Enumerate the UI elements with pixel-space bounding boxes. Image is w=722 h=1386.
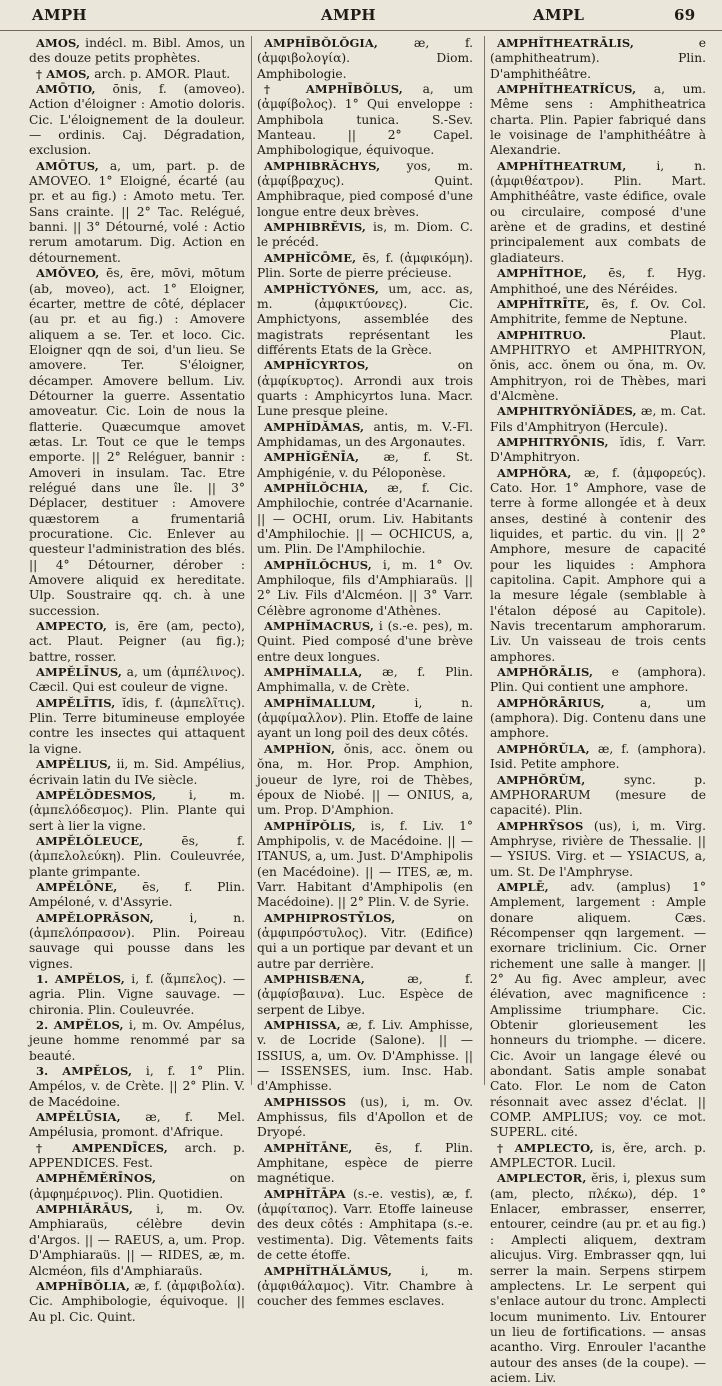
entry-headword: 3. AMPĔLOS, [36,1064,133,1079]
dictionary-entry [257,1187,473,1264]
dictionary-entry [257,619,473,665]
entry-definition: ēs, f. Hyg. Amphithoé, une des Néréides. [490,266,706,296]
entry-definition: æ, f. (ἀμφιβολία). Cic. Amphibologie, équivoque. || Au pl. Cic. Quint. [29,1278,245,1324]
dictionary-entry [257,420,473,451]
entry-definition: on (ἀμφιπρόστυλος). Vitr. (Edifice) qui a un portique par devant et un autre par derrière. [257,910,473,971]
entry-definition: sync. p. AMPHORARUM (mesure de capacité). Plin. [490,772,706,818]
dictionary-entry [257,972,473,1018]
entry-definition: i (s.-e. pes), m. Quint. Pied composé d'une brève entre deux longues. [257,619,473,664]
entry-headword: AMPĔLĪNUS, [36,665,122,680]
entry-definition: ēs, f. (ἀμφικόμη). Plin. Sorte de pierre précieuse. [257,250,473,281]
dictionary-entry [490,1171,706,1386]
dictionary-entry [29,1018,245,1064]
entry-definition: æ, f. (ἀμφίσβαινα). Luc. Espèce de serpent de Libye. [257,971,473,1017]
dictionary-entry [257,481,473,558]
entry-headword: AMŎVEO, [36,266,100,281]
dictionary-entry [29,696,245,757]
dictionary-entry [257,911,473,972]
dictionary-entry [490,696,706,742]
entry-definition: ēs, f. Plin. Ampéloné, v. d'Assyrie. [29,879,245,910]
entry-headword: AMPHĬCTYŎNES, [264,281,379,296]
dictionary-entry [490,880,706,1141]
entry-headword: AMPHIBRĔVIS, [264,220,366,235]
dictionary-entry [490,82,706,159]
entry-definition: æ, f. (ἀμφιβολογία). Diom. Amphibologie. [257,36,473,81]
entry-headword: AMPHĬTĀPA [264,1186,346,1201]
dictionary-entry [490,665,706,696]
entry-definition: (us), i, m. Virg. Amphryse, rivière de Thessalie. || — YSIUS. Virg. et — YSIACUS, a, um. St. De l'Amphryse. [490,818,706,879]
dictionary-entry [29,266,245,619]
dictionary-entry [29,834,245,880]
page-header [0,0,722,31]
entry-headword: AMPHŎRĀLIS, [497,665,594,680]
dictionary-entry [257,1095,473,1141]
entry-headword: † AMPLECTO, [497,1140,594,1155]
running-head-center: AMPH [321,6,376,24]
entry-definition: e (amphitheatrum). Plin. D'amphithéâtre. [490,36,706,81]
dictionary-entry [29,1202,245,1279]
dictionary-entry [29,1141,245,1172]
running-head-right: AMPL [533,6,585,24]
entry-definition: i, n. (ἀμφίμαλλον). Plin. Etoffe de laine ayant un long poil des deux côtés. [257,695,473,741]
dictionary-entry [490,819,706,880]
dictionary-entry [29,619,245,665]
column-middle [257,36,473,1309]
entry-definition: indécl. m. Bibl. Amos, un des douze petits prophètes. [29,36,245,66]
entry-headword: AMŌTUS, [36,158,99,173]
entry-definition: is, f. Liv. 1° Amphipolis, v. de Macédoine. || — ITANUS, a, um. Just. D'Amphipolis (en Macédoine). || — ITES, æ, m. Varr. Habitant d'Amphipolis (en Macédoine). || 2° Plin. V. de Syrie. [257,818,473,910]
dictionary-entry [29,1064,245,1110]
entry-definition: i, m. Ov. Ampélus, jeune homme renommé par sa beauté. [29,1018,245,1063]
entry-headword: AMPĔLŪSIA, [36,1110,121,1125]
entry-headword: AMPECTO, [36,619,107,634]
dictionary-entry [29,1279,245,1325]
entry-headword: AMPHISSA, [264,1018,341,1032]
dictionary-entry [29,159,245,266]
dictionary-entry [257,1264,473,1310]
entry-headword: AMPĔLŌNE, [36,879,118,894]
entry-headword: AMPHITRYŌNIS, [497,434,609,449]
dictionary-entry [29,1110,245,1141]
entry-definition: i, m. Ov. Amphiaraüs, célèbre devin d'Argos. || — RAEUS, a, um. Prop. D'Amphiaraüs. || — RIDES, æ, m. Alcméon, fils d'Amphiaraüs. [29,1202,245,1278]
dictionary-entry [29,911,245,972]
entry-definition: ĭdis, f. Varr. D'Amphitryon. [490,434,706,465]
entry-definition: ĭdis, f. (ἀμπελῖτις). Plin. Terre bitumineuse employée contre les insectes qui attaquent la vigne. [29,695,245,756]
entry-headword: AMPHĬTHEATRUM, [497,158,627,173]
entry-headword: AMPHĬLŎCHIA, [264,480,369,495]
dictionary-entry [257,251,473,282]
entry-headword: AMPLECTOR, [497,1171,587,1186]
entry-definition: (us), i, m. Ov. Amphissus, fils d'Apollon et de Dryopé. [257,1094,473,1140]
dictionary-entry [490,773,706,819]
entry-definition: is, ĕre, arch. p. AMPLECTOR. Lucil. [490,1140,706,1171]
dictionary-entry [490,435,706,466]
entry-headword: AMPHIĂRĀUS, [36,1202,133,1217]
entry-headword: AMPHĬMALLUM, [264,695,376,710]
column-left [29,36,245,1324]
column-divider [251,36,252,1085]
dictionary-entry [257,1018,473,1095]
entry-definition: æ, f. (ἀμφορεύς). Cato. Hor. 1° Amphore, vase de terre à forme allongée et à deux anses, destiné à contenir des liquides, et partic. du vin. || 2° Amphore, mesure de capacité pour les liquides : Amphora capitolina. Capit. Amphore qui a la mesure légale (semblable à l'étalon déposé au Capitole). Navis trecentarum amphorarum. Liv. Un vaisseau de trois cents amphores. [490,465,706,664]
entry-headword: AMPHĬTHĂLĂMUS, [264,1263,392,1278]
entry-headword: AMPHĬLŎCHUS, [264,557,372,572]
entry-definition: i, m. (ἀμπελόδεσμος). Plin. Plante qui sert à lier la vigne. [29,787,245,833]
entry-definition: e (amphora). Plin. Qui contient une amphore. [490,665,706,695]
entry-definition: a, um. Même sens : Amphitheatrica charta. Plin. Papier fabriqué dans le voisinage de l'amphithéâtre à Alexandrie. [490,82,706,158]
entry-headword: AMPHĬCYRTOS, [264,358,369,373]
dictionary-entry [490,466,706,665]
dictionary-entry [257,665,473,696]
entry-headword: AMPHŎRĀRIUS, [497,695,605,710]
dictionary-entry [257,82,473,159]
entry-headword: AMPĔLĪTIS, [36,695,116,710]
entry-headword: † AMPENDĪCES, [36,1140,168,1155]
entry-headword: AMPLĒ, [497,879,549,894]
entry-headword: AMPHĬTHEATRĬCUS, [497,82,637,97]
dictionary-entry [257,696,473,742]
entry-definition: ēs, f. (ἀμπελολεύκη). Plin. Couleuvrée, plante grimpante. [29,833,245,879]
entry-definition: um, acc. as, m. (ἀμφικτύονες). Cic. Amphictyons, assemblée des magistrats représentant les différents Etats de la Grèce. [257,281,473,357]
entry-definition: æ, f. Liv. Amphisse, v. de Locride (Salone). || — ISSIUS, a, um. Ov. D'Amphisse. || — ISSENSES, ium. Insc. Hab. d'Amphisse. [257,1018,473,1094]
entry-definition: a, um (amphora). Dig. Contenu dans une amphore. [490,695,706,741]
dictionary-entry [257,159,473,220]
dictionary-entry [257,358,473,419]
entry-headword: AMPHĬCŌME, [264,250,357,265]
dictionary-entry [490,404,706,435]
entry-headword: AMPHIBRĂCHYS, [264,158,381,173]
dictionary-entry [490,159,706,266]
entry-definition: æ, f. Cic. Amphilochie, contrée d'Acarnanie. || — OCHI, orum. Liv. Habitants d'Amphilochie. || — OCHICUS, a, um. Plin. De l'Amphilochie. [257,480,473,557]
dictionary-entry [490,1141,706,1172]
entry-definition: æ, f. Plin. Amphimalla, v. de Crète. [257,665,473,695]
entry-definition: yos, m. (ἀμφίβραχυς). Quint. Amphibraque, pied composé d'une longue entre deux brèves. [257,158,473,219]
entry-headword: AMPHITRYŎNĬĂDES, [497,404,637,419]
entry-definition: antis, m. V.-Fl. Amphidamas, un des Argonautes. [257,419,473,449]
entry-definition: Plaut. AMPHITRYO et AMPHITRYON, ŏnis, acc. ŏnem ou ŏna, m. Ov. Amphitryon, roi de Thèbes, mari d'Alcmène. [490,327,706,403]
dictionary-entry [29,67,245,82]
entry-headword: AMPHĬTRĪTE, [497,296,590,311]
entry-definition: arch. p. APPENDICES. Fest. [29,1140,245,1171]
entry-headword: AMŌTIO, [36,82,96,97]
dictionary-entry [29,82,245,159]
entry-definition: æ, m. Cat. Fils d'Amphitryon (Hercule). [490,404,706,434]
entry-headword: AMPHISSOS [264,1094,347,1109]
dictionary-entry [257,1141,473,1187]
entry-definition: æ, f. (amphora). Isid. Petite amphore. [490,741,706,772]
entry-definition: is, ēre (am, pecto), act. Plaut. Peigner (au fig.); battre, rosser. [29,619,245,664]
dictionary-entry [490,742,706,773]
entry-headword: AMPĔLŎLEUCE, [36,833,144,848]
entry-headword: AMPHĬMACRUS, [264,619,375,634]
dictionary-entry [29,1171,245,1202]
dictionary-entry [490,297,706,328]
page-number: 69 [674,6,696,24]
dictionary-entry [257,450,473,481]
entry-headword: AMPHĬDĂMAS, [264,419,365,434]
dictionary-entry [257,220,473,251]
entry-definition: (s.-e. vestis), æ, f. (ἀμφίταπος). Varr. Etoffe laineuse des deux côtés : Amphitapa (s.-e. vestimenta). Dig. Vêtements faits de cette étoffe. [257,1186,473,1263]
entry-definition: a, um, part. p. de AMOVEO. 1° Eloigné, écarté (au pr. et au fig.) : Amoto metu. Ter. Sans crainte. || 2° Tac. Relégué, banni. || 3° Détourné, volé : Actio rerum amotarum. Dig. Action en détournement. [29,158,245,265]
entry-headword: AMPHĬGĔNĪA, [264,450,360,465]
entry-headword: AMPHĪBŎLŎGIA, [264,36,379,50]
entry-definition: ŏnis, acc. ŏnem ou ŏna, m. Hor. Prop. Amphion, joueur de lyre, roi de Thèbes, époux de Niobé. || — ONIUS, a, um. Prop. D'Amphion. [257,741,473,818]
entry-definition: ii, m. Sid. Ampélius, écrivain latin du IVe siècle. [29,757,245,787]
entry-definition: is, m. Diom. C. le précéd. [257,220,473,250]
dictionary-entry [490,328,706,405]
dictionary-entry [29,972,245,1018]
entry-headword: AMPHĪBŎLIA, [36,1278,130,1293]
entry-headword: AMPHĬTHOE, [497,266,587,281]
entry-definition: i, f. 1° Plin. Ampélos, v. de Crète. || 2° Plin. V. de Macédoine. [29,1064,245,1109]
running-head-left: AMPH [32,6,87,24]
entry-definition: ēs, ēre, mōvi, mōtum (ab, moveo), act. 1° Eloigner, écarter, mettre de côté, déplacer (au pr. et au fig.) : Amovere aliquem a se. Ter. et loco. Cic. Eloigner qqn de soi, d'un lieu. Se amovere. Ter. S'éloigner, décamper. Amovere bellum. Liv. Détourner la guerre. Assentatio amoveatur. Cic. Loin de nous la flatterie. Quæcumque amovet ætas. Lr. Tout ce que le temps emporte. || 2° Reléguer, bannir : Amoveri in insulam. Tac. Etre relégué dans une île. || 3° Déplacer, destituer : Amovere quæstorem a frumentariâ procuratione. Cic. Enlever au questeur l'administration des blés. || 4° Détourner, dérober : Amovere aliquid ex hereditate. Ulp. Soustraire qq. ch. à une succession. [29,266,245,618]
dictionary-entry [29,880,245,911]
dictionary-entry [29,757,245,788]
entry-headword: AMPHŎRŬM, [497,772,586,787]
dictionary-entry [257,282,473,359]
column-right [490,36,706,1385]
entry-definition: on (ἀμφίκυρτος). Arrondi aux trois quarts : Amphicyrtos luna. Macr. Lune presque pleine. [257,358,473,419]
entry-definition: i, n. (ἀμφιθέατρον). Plin. Mart. Amphithéâtre, vaste édifice, ovale ou circulaire, composé d'une arène et de gradins, et destiné principalement aux combats de gladiateurs. [490,158,706,265]
entry-headword: AMPHĬTHEATRĀLIS, [497,36,635,50]
entry-definition: æ, f. Mel. Ampélusia, promont. d'Afrique. [29,1110,245,1140]
dictionary-entry [29,788,245,834]
entry-definition: i, m. 1° Ov. Amphiloque, fils d'Amphiaraüs. || 2° Liv. Fils d'Alcméon. || 3° Varr. Célèbre agronome d'Athènes. [257,557,473,618]
entry-headword: AMPHĬPŎLIS, [264,818,356,833]
entry-definition: adv. (amplus) 1° Amplement, largement : Ample donare aliquem. Cæs. Récompenser qqn largement. — exornare triclinium. Cic. Orner richement une salle à manger. || 2° Au fig. Avec ampleur, avec élévation, avec magnificence : Amplissime triumphare. Cic. Obtenir glorieusement les honneurs du triomphe. — dicere. Cic. Avoir un langage élevé ou abondant. Satis ample sonabat Cato. Flor. Le nom de Caton résonnait avec assez d'éclat. || COMP. AMPLIUS; voy. ce mot. SUPERL. cité. [490,879,706,1140]
entry-definition: ĕris, i, plexus sum (am, plecto, πλέκω), dép. 1° Enlacer, embrasser, enserrer, entourer, ceindre (au pr. et au fig.) : Amplecti aliquem, dextram alicujus. Virg. Embrasser qqn, lui serrer la main. Serpens stirpem amplectens. Lr. Le serpent qui s'enlace autour du tronc. Amplecti locum munimento. Liv. Entourer un lieu de fortifications. — ansas acantho. Virg. Enrouler l'acanthe autour des anses (de la coupe). — aciem. Liv. [490,1171,706,1385]
entry-headword: 2. AMPĔLOS, [36,1018,124,1032]
dictionary-entry [257,36,473,82]
entry-headword: AMPHŎRA, [497,465,572,480]
entry-headword: AMPĔLŎDESMOS, [36,787,157,802]
entry-headword: AMPHISBÆNA, [264,971,366,986]
entry-headword: AMPHIPROSTȲLOS, [264,910,396,925]
entry-headword: AMPHRȲSOS [497,818,584,833]
entry-headword: AMPĔLIUS, [36,757,112,772]
column-divider [484,36,485,1085]
entry-headword: AMPHĬON, [264,741,336,756]
entry-headword: AMPHĒMĔRĪNOS, [36,1171,157,1186]
dictionary-entry [29,36,245,67]
entry-definition: on (ἀμφημέρινος). Plin. Quotidien. [29,1171,245,1201]
entry-headword: AMOS, [36,36,81,50]
entry-headword: † AMPHĪBŎLUS, [264,82,403,97]
dictionary-entry [29,665,245,696]
dictionary-entry [257,819,473,911]
entry-definition: æ, f. St. Amphigénie, v. du Péloponèse. [257,450,473,480]
entry-definition: i, n. (ἀμπελόπρασον). Plin. Poireau sauvage qui pousse dans les vignes. [29,910,245,971]
entry-headword: AMPĔLOPRĂSON, [36,910,154,925]
entry-definition: ōnis, f. (amoveo). Action d'éloigner : Amotio doloris. Cic. L'éloignement de la douleur. — ordinis. Caj. Dégradation, exclusion. [29,82,245,158]
entry-definition: a, um (ἀμπέλινος). Cæcil. Qui est couleur de vigne. [29,665,245,695]
entry-headword: AMPHĬMALLA, [264,665,363,680]
entry-definition: i, m. (ἀμφιθάλαμος). Vitr. Chambre à coucher des femmes esclaves. [257,1263,473,1309]
entry-headword: 1. AMPĔLOS, [36,971,125,986]
entry-definition: a, um (ἀμφίβολος). 1° Qui enveloppe : Amphibola tunica. S.-Sev. Manteau. || 2° Capel. Amphibologique, équivoque. [257,82,473,158]
entry-definition: arch. p. AMOR. Plaut. [90,66,231,81]
entry-definition: ēs, f. Plin. Amphitane, espèce de pierre magnétique. [257,1140,473,1186]
entry-definition: ēs, f. Ov. Col. Amphitrite, femme de Neptune. [490,296,706,327]
entry-headword: † AMOS, [36,66,91,81]
dictionary-entry [257,558,473,619]
dictionary-entry [490,266,706,297]
entry-headword: AMPHĬTĀNE, [264,1140,353,1155]
entry-headword: AMPHITRUO. [497,327,587,342]
entry-headword: AMPHŎRŬLA, [497,741,590,756]
entry-definition: i, f. (ἄμπελος). — agria. Plin. Vigne sauvage. — chironia. Plin. Couleuvrée. [29,971,245,1017]
dictionary-entry [257,742,473,819]
dictionary-entry [490,36,706,82]
